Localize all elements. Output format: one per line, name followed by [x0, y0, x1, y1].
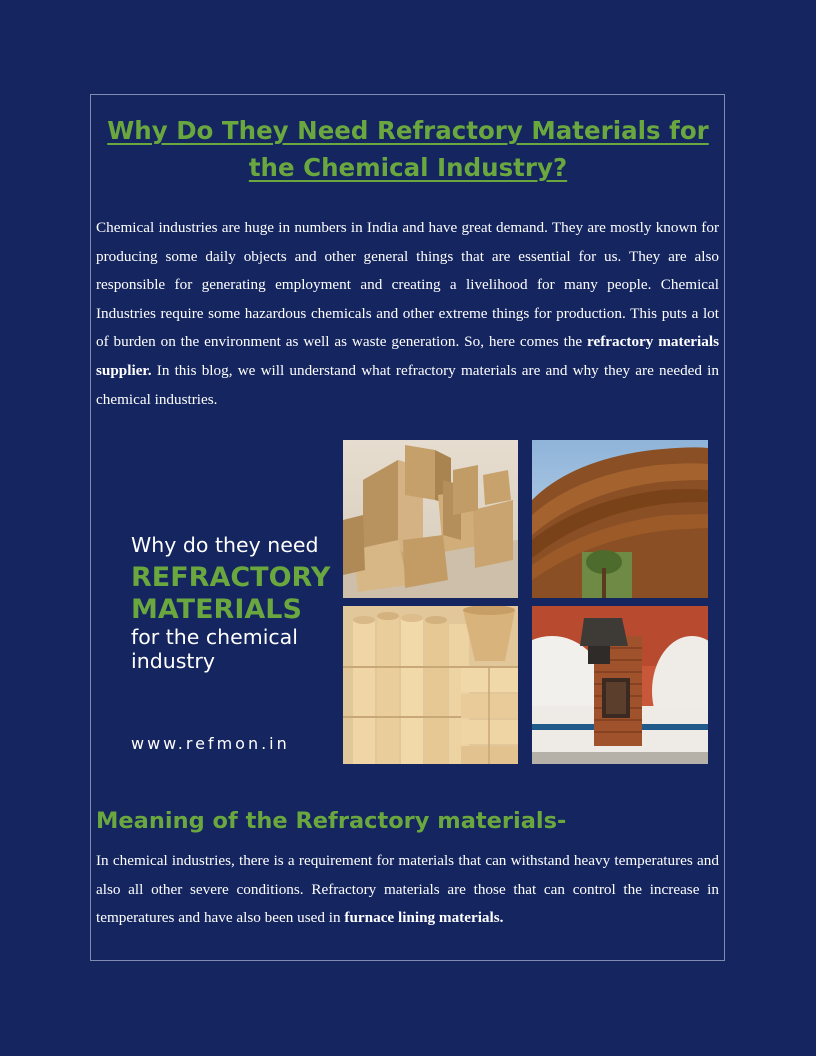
kiln-wall-photo — [532, 440, 708, 598]
banner-line-3: MATERIALS — [131, 594, 302, 625]
banner-line-2: REFRACTORY — [131, 562, 331, 593]
meaning-bold-link: furnace lining materials. — [344, 909, 504, 927]
banner-line-1: Why do they need — [131, 533, 319, 557]
intro-text: Chemical industries are huge in numbers in India and have great demand. They are mostly known for producing some daily objects and other general things that are essential for us. They are also responsible for generating employment and creating a livelihood for many people. Chemical Industries require some hazardous chemicals and other extreme things for production. This puts a lot of burden on the environment as well as waste generation. So, here comes the — [96, 219, 719, 351]
meaning-text: In chemical industries, there is a requirement for materials that can withstand heavy temperatures and also all other severe conditions. Refractory materials are those that can control the increase in temperatures and have also been used in — [96, 852, 719, 927]
intro-bold-link: refractory materials supplier. — [96, 333, 719, 379]
page-title: Why Do They Need Refractory Materials for the Chemical Industry? — [107, 116, 709, 182]
meaning-paragraph — [96, 847, 719, 933]
banner-url: www.refmon.in — [131, 734, 290, 753]
banner-line-5: industry — [131, 649, 215, 673]
meaning-heading: Meaning of the Refractory materials- — [96, 808, 567, 834]
refractory-tubes-photo — [343, 606, 518, 764]
intro-text-end: In this blog, we will understand what refractory materials are and why they are needed in chemical industries. — [96, 361, 719, 408]
domed-oven-photo — [532, 606, 708, 764]
intro-paragraph — [96, 214, 719, 414]
refractory-bricks-photo — [343, 440, 518, 598]
banner-line-4: for the chemical — [131, 625, 298, 649]
